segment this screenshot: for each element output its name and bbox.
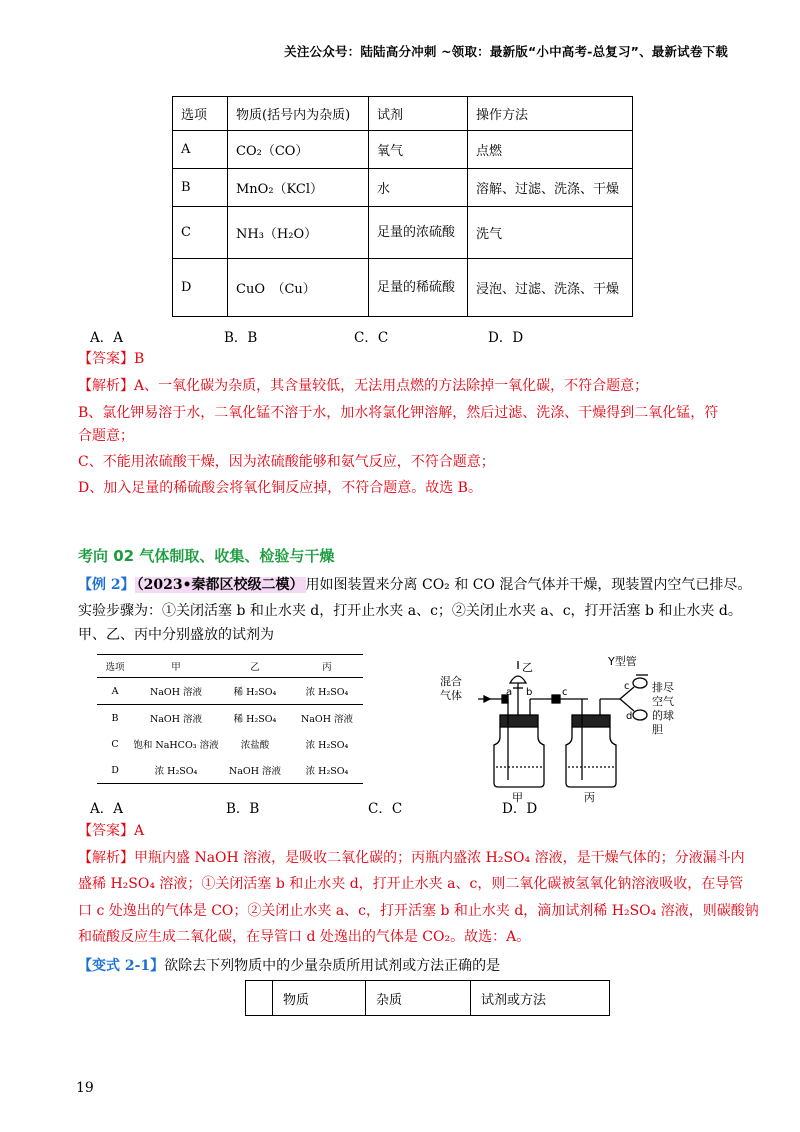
apparatus-diagram	[440, 655, 690, 805]
table-cell: C	[173, 207, 228, 259]
label-y-tube: Y型管	[608, 655, 637, 668]
choice-a[interactable]: A．A	[90, 801, 123, 817]
table-header-cell: 物质(括号内为杂质)	[228, 97, 369, 131]
table-row	[97, 731, 363, 757]
choice-a[interactable]: A．A	[90, 330, 123, 346]
table-cell: 饱和 NaHCO₃ 溶液	[133, 740, 219, 751]
table-header-cell: 杂质	[366, 981, 471, 1016]
bottle-jia-stopper	[500, 715, 538, 727]
ex2-answer: 【答案】A	[78, 823, 145, 839]
label-b: b	[526, 687, 533, 698]
table-row	[173, 207, 633, 259]
table-header-cell: 选项	[97, 655, 133, 678]
ex2-analysis-line: 口 c 处逸出的气体是 CO；②关闭止水夹 a、c，打开活塞 b 和止水夹 d，滴加试剂稀 H₂SO₄ 溶液，则碳酸钠	[78, 903, 759, 919]
balloon-label: 胆	[652, 723, 663, 736]
ex2-choices	[90, 797, 590, 817]
table-row	[97, 705, 363, 732]
label-jia: 甲	[512, 791, 523, 804]
table-header-cell: 物质	[273, 981, 366, 1016]
table-cell: 浓 H₂SO₄	[305, 687, 349, 698]
bottle-bing-stopper	[572, 715, 610, 727]
table-header-cell: 丙	[291, 655, 363, 678]
choice-d[interactable]: D．D	[502, 801, 538, 817]
table-cell: NH₃（H₂O）	[228, 207, 369, 259]
ex2-intro	[78, 574, 751, 596]
table-header-row	[246, 981, 610, 1016]
table-row	[97, 757, 363, 784]
clamp-c-connector	[552, 695, 560, 703]
impurity-table-1	[172, 96, 633, 317]
choice-b[interactable]: B．B	[224, 330, 258, 346]
choice-c[interactable]: C．C	[368, 801, 403, 817]
table-cell: D	[97, 757, 133, 784]
balloon-d	[633, 710, 647, 720]
label-bing: 丙	[584, 791, 595, 804]
label-d: d	[626, 711, 633, 722]
table-cell: CuO （Cu）	[228, 259, 369, 317]
table-header-row	[173, 97, 633, 131]
variant-label: 【变式 2-1】	[78, 958, 165, 974]
q1-analysis-line: D、加入足量的稀硫酸会将氧化铜反应掉，不符合题意。故选 B。	[78, 480, 482, 496]
table-header-cell: 操作方法	[468, 97, 633, 131]
variant-2-1	[78, 955, 500, 977]
table-cell: 浓 H₂SO₄	[133, 757, 219, 784]
separatory-funnel	[510, 676, 526, 683]
table-cell: MnO₂（KCl）	[228, 169, 369, 207]
impurity-table-2	[245, 980, 610, 1016]
table-cell: B	[173, 169, 228, 207]
y-tube-branch-d	[620, 699, 634, 711]
table-row	[173, 259, 633, 317]
table-cell: 浓盐酸	[240, 740, 270, 751]
label-c-tube: c	[562, 687, 568, 698]
table-cell: A	[111, 685, 119, 697]
table-header-cell: 试剂	[369, 97, 468, 131]
table-cell: 溶解、过滤、洗涤、干燥	[468, 169, 633, 207]
q1-analysis-line: C、不能用浓硫酸干燥，因为浓硫酸能够和氨气反应，不符合题意；	[78, 454, 495, 470]
mixed-gas-label: 混合	[440, 675, 462, 688]
table-cell: CO₂（CO）	[228, 131, 369, 169]
table-cell: 氧气	[369, 131, 468, 169]
table-header-cell: 乙	[219, 655, 291, 678]
page-header: 关注公众号：陆陆高分冲刺 ~领取：最新版“小中高考-总复习”、最新试卷下载	[284, 44, 728, 59]
table-cell: C	[111, 738, 119, 750]
table-cell: 足量的浓硫酸	[369, 207, 468, 259]
table-cell: NaOH 溶液	[133, 705, 219, 732]
bottle-jia	[494, 727, 544, 787]
balloon-label: 排尽	[652, 681, 674, 694]
page-number: 19	[76, 1080, 94, 1096]
table-cell: 足量的稀硫酸	[369, 259, 468, 317]
q1-analysis-line: 合题意；	[78, 428, 134, 444]
ex2-analysis-line: 【解析】甲瓶内盛 NaOH 溶液，是吸收二氧化碳的；丙瓶内盛浓 H₂SO₄ 溶液，是干燥气体的；分液漏斗内	[78, 850, 745, 866]
table-row	[173, 169, 633, 207]
q1-choices	[90, 326, 590, 346]
ex2-text: 用如图装置来分离 CO₂ 和 CO 混合气体并干燥，现装置内空气已排尽。	[305, 577, 752, 593]
table-cell: 稀 H₂SO₄	[233, 687, 277, 698]
q1-analysis-line: 【解析】A、一氧化碳为杂质，其含量较低，无法用点燃的方法除掉一氧化碳，不符合题意；	[78, 378, 649, 394]
balloon-label: 空气	[652, 695, 674, 708]
table-row	[173, 131, 633, 169]
bottle-bing	[566, 727, 616, 787]
label-c-branch: c	[624, 681, 630, 692]
table-cell: 点燃	[468, 131, 633, 169]
mixed-gas-label: 气体	[440, 689, 462, 702]
choice-d[interactable]: D．D	[488, 330, 524, 346]
balloon-label: 的球	[652, 709, 674, 722]
table-header-cell	[246, 981, 273, 1016]
table-cell: 浓 H₂SO₄	[305, 740, 349, 751]
table-cell: NaOH 溶液	[219, 757, 291, 784]
table-header-cell: 选项	[173, 97, 228, 131]
variant-text: 欲除去下列物质中的少量杂质所用试剂或方法正确的是	[164, 958, 501, 974]
q1-analysis-line: B、氯化钾易溶于水，二氧化锰不溶于水，加水将氯化钾溶解，然后过滤、洗涤、干燥得到二氧化锰，符	[78, 405, 719, 421]
table-cell: 稀 H₂SO₄	[219, 705, 291, 732]
table-header-cell: 甲	[133, 655, 219, 678]
table-cell: A	[173, 131, 228, 169]
section-title: 考向 02 气体制取、收集、检验与干燥	[78, 547, 335, 565]
inlet-arrow-icon	[484, 696, 490, 702]
ex2-analysis-line: 和硫酸反应生成二氧化碳，在导管口 d 处逸出的气体是 CO₂。故选：A。	[78, 929, 531, 945]
table-cell: B	[97, 705, 133, 732]
table-cell: 水	[369, 169, 468, 207]
q1-answer: 【答案】B	[78, 351, 145, 367]
table-cell: 浓 H₂SO₄	[291, 757, 363, 784]
ex2-label: 【例 2】	[78, 577, 135, 593]
ex2-analysis-line: 盛稀 H₂SO₄ 溶液；①关闭活塞 b 和止水夹 d，打开止水夹 a、c，则二氧化碳被氢氧化钠溶液吸收，在导管	[78, 876, 744, 892]
ex2-steps: 实验步骤为：①关闭活塞 b 和止水夹 d，打开止水夹 a、c；②关闭止水夹 a、c，打开活塞 b 和止水夹 d。	[78, 603, 742, 619]
choice-b[interactable]: B．B	[226, 801, 260, 817]
choice-c[interactable]: C．C	[354, 330, 389, 346]
balloon-c	[633, 678, 647, 688]
table-cell: 浸泡、过滤、洗涤、干燥	[468, 259, 633, 317]
table-cell: NaOH 溶液	[291, 705, 363, 732]
table-header-cell: 试剂或方法	[471, 981, 610, 1016]
table-header-row	[97, 655, 363, 678]
label-a: a	[506, 687, 513, 698]
table-cell: D	[173, 259, 228, 317]
label-yi: 乙	[522, 661, 533, 674]
table-cell: 洗气	[468, 207, 633, 259]
reagent-table	[97, 654, 363, 784]
table-cell: NaOH 溶液	[149, 687, 203, 698]
table-row	[97, 678, 363, 705]
ex2-source: （2023•秦都区校级二模）	[136, 577, 304, 593]
ex2-reagent-question: 甲、乙、丙中分别盛放的试剂为	[78, 627, 274, 643]
